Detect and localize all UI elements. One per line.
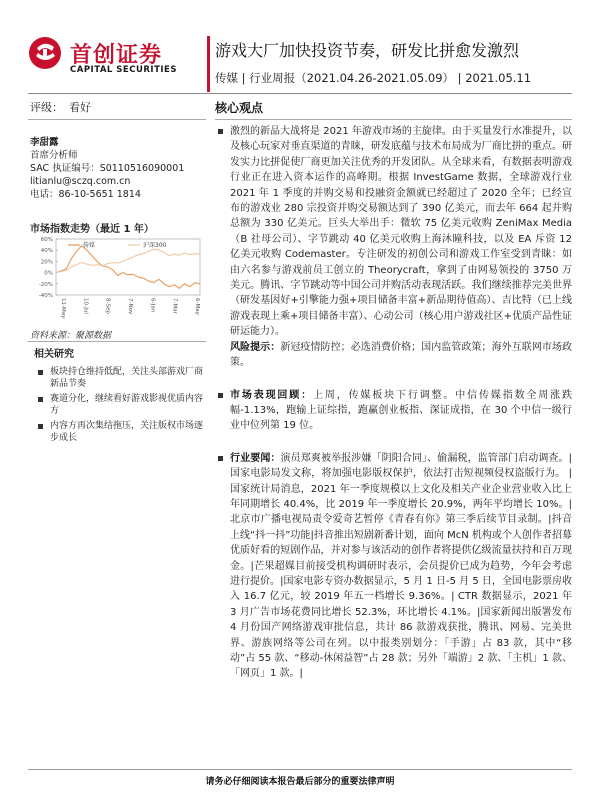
- chart-plot-frame: [56, 239, 200, 295]
- industry-news-label: 行业要闻：: [230, 452, 281, 464]
- analyst-phone: 电话：86-10-5651 1814: [30, 189, 141, 200]
- analyst-email: litianlu@sczq.com.cn: [30, 176, 131, 187]
- risk-text: 新冠疫情防控；必选消费价格；国内监管政策；海外互联网市场政策。: [230, 341, 573, 369]
- company-logo: [28, 36, 206, 78]
- industry-news-text: 演员郑爽被举报涉嫌「阴阳合同」、偷漏税，监管部门启动调查。|国家电影局发文称，将加强电影版权保护，依法打击短视频侵权盗版行为。 |国家统计局消息，2021 年一季度规模以上文化及相关产业企业营业收入比上年同期增长 40.4%，比 2019 年一季度增长 20.9%，两年平均增长 10%。|北京市广播电视局责令爱奇艺暂停《青春有你》第三季后续节目录制。|抖音上线“抖一抖”功能|抖音推出短剧新番计划，面向 McN 机构或个人创作者招募优质好看的短剧作品，并对参与该活动的创作者将提供亿级流量扶持和百万现金。|芒果超媒目前接受机构调研时表示，会员提价已成为趋势，今年会考虑进行提价。|国家电影专资办数据显示，5 月 1 日-5 月 5 日，全国电影票房收入 16.7 亿元，较 2019 年五一档增长 9.36%。| CTR 数据显示，2021 年 3 月广告市场花费同比增长 52.3%，环比增长 4.1%。|国家新闻出版署发布 4 月份国产网络游戏审批信息，共计 86 款游戏获批，腾讯、网易、完美世界、游族网络等公司在列。以中报类别划分：「手游」占 83 款，其中“移动”占 55 款、“移动-休闲益智”占 28 款；另外「端游」2 款、「主机」1 款、「网页」1 款。|: [230, 452, 573, 680]
- bullet-icon: [38, 370, 43, 375]
- analyst-info: [30, 136, 205, 201]
- x-tick-label: 11-May: [60, 298, 66, 319]
- related-item-text: 内容方再次集结拖压，关注版权市场逐步成长: [50, 420, 204, 443]
- related-item[interactable]: [30, 420, 206, 445]
- report-tagline: 传媒 | 行业周报（2021.04.26-2021.05.09） | 2021.05.11: [215, 71, 532, 85]
- market-review-text: 上周，传媒板块下行调整。中信传媒指数全周涨跌幅-1.13%，跑输上证综指，跑赢创业板指、深证成指，在 30 个中信一级行业中位列第 19 位。: [230, 389, 572, 432]
- x-tick-label: 8-Sep: [104, 298, 111, 314]
- x-tick-label: 10-Jul: [82, 298, 89, 314]
- capital-securities-logo-icon: [28, 36, 62, 70]
- header-divider: [28, 93, 572, 94]
- y-tick-label: -20%: [38, 281, 53, 288]
- bullet-icon: [218, 456, 223, 461]
- risk-label: 风险提示：: [230, 341, 281, 353]
- related-item[interactable]: [30, 366, 206, 391]
- series-line-1: [56, 246, 200, 289]
- bullet-icon: [218, 393, 223, 398]
- y-tick-label: 20%: [40, 259, 53, 266]
- chart-title: 市场指数走势（最近 1 年）: [30, 224, 154, 235]
- related-item-text: 板块持仓维持低配，关注头部游戏厂商新品节奏: [50, 366, 204, 389]
- bullet-icon: [38, 397, 43, 402]
- footer-divider: [28, 769, 572, 770]
- content-divider: [215, 119, 572, 120]
- bullet-icon: [218, 129, 223, 134]
- series-line-2: [56, 249, 200, 273]
- report-header: [0, 0, 600, 95]
- rating-value: 看好: [69, 101, 91, 114]
- market-index-chart: [30, 233, 206, 321]
- x-tick-label: 6-May: [194, 298, 200, 315]
- y-tick-label: 60%: [40, 237, 53, 243]
- market-review-label: 市场表现回顾：: [230, 389, 313, 401]
- x-tick-label: 7-Nov: [127, 298, 133, 315]
- rating-label: 评级：: [30, 101, 63, 114]
- header-accent-bar: [207, 36, 210, 92]
- y-tick-label: 40%: [40, 248, 53, 255]
- chart-source-note: 资料来源：聚源数据: [30, 331, 112, 341]
- analyst-name: 李甜露: [30, 137, 59, 148]
- y-tick-label: -40%: [38, 293, 53, 299]
- core-view-content: [216, 124, 572, 682]
- rating: [30, 99, 97, 115]
- bullet-icon: [38, 424, 43, 429]
- related-item-text: 赛道分化，继续看好游戏影视优质内容方: [50, 393, 204, 416]
- analyst-sac: SAC 执证编号：S0110516090001: [30, 163, 185, 174]
- chart-divider: [28, 341, 206, 342]
- x-tick-label: 6-Jan: [149, 298, 156, 313]
- y-tick-label: 0%: [44, 270, 53, 277]
- paragraph-investment: [216, 124, 572, 371]
- sidebar-divider: [28, 119, 206, 120]
- paragraph-investment-text: 激烈的新品大战将是 2021 年游戏市场的主旋律。由于买量发行水准提升，以及核心玩家对垂直渠道的青睐，研发底蕴与技术布局成为厂商比拼的重点。研发实力比拼促使厂商更加关注优秀的开发团队。从全球来看，有数据表明游戏行业正在进入资本运作的高峰期。根据 InvestGame 数据，全球游戏行业 2021 年 1 季度的并购交易和投融资金额就已经超过了 2020 全年；已经宣布的游戏业 280 宗投资并购交易额达到了 390 亿美元，而去年 664 起并购总额为 330 亿美元。巨头大举出手：微软 75 亿美元收购 ZeniMax Media（B 社母公司）、字节跳动 40 亿美元收购上海沐瞳科技，以及 EA 斥资 12 亿美元收购 Codemaster。专注研发的初创公司和游戏工作室受到青睐：如由六名参与游戏前员工创立的 Theorycraft，拿到了由网易领投的 3750 万美元。腾讯、字节跳动等中国公司并购活动表现活跃。我们继续推荐完美世界（研发基因好+引擎能力强+项目储备丰富+新品期待值高）、吉比特（已上线游戏表现上乘+项目储备丰富）、心动公司（核心用户游戏社区+优质产品性证研运能力）。: [230, 126, 572, 338]
- related-research-title: 相关研究: [34, 349, 74, 360]
- legend-label: 沪深300: [143, 242, 167, 249]
- related-research: [30, 349, 206, 447]
- paragraph-industry-news: [216, 451, 572, 682]
- logo-chinese-name: 首创证券: [70, 43, 163, 68]
- report-title: 游戏大厂加快投资节奏，研发比拼愈发激烈: [215, 41, 520, 60]
- x-tick-label: 7-Mar: [171, 298, 178, 314]
- legal-disclaimer: 请务必仔细阅读本报告最后部分的重要法律声明: [205, 777, 395, 787]
- analyst-role: 首席分析师: [30, 150, 78, 161]
- logo-english-name: CAPITAL SECURITIES: [70, 65, 177, 75]
- core-view-title: 核心观点: [215, 101, 264, 115]
- paragraph-market-review: [216, 388, 572, 434]
- legend-label: 传媒: [83, 242, 96, 249]
- related-item[interactable]: [30, 393, 206, 418]
